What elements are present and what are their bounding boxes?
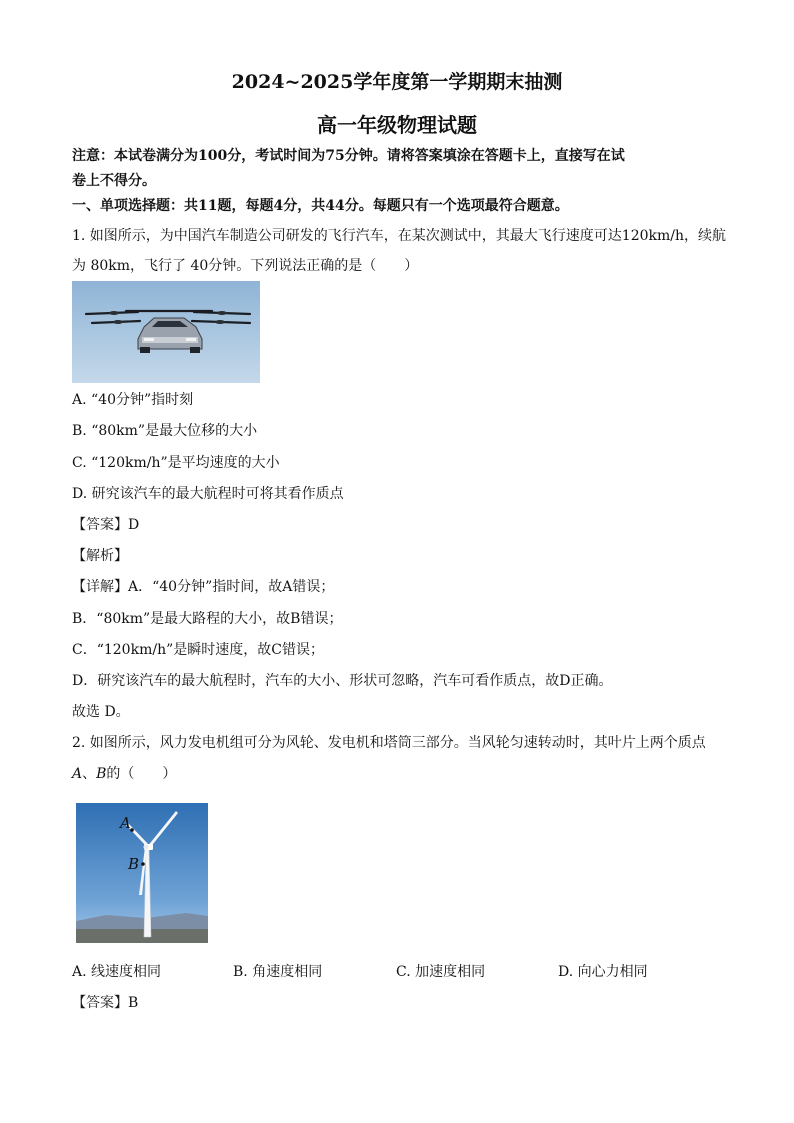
q1-option-d: D. 研究该汽车的最大航程时可将其看作质点 <box>72 486 344 502</box>
q1-option-c: C. “120km/h”是平均速度的大小 <box>72 455 280 471</box>
turbine-label-a: A <box>120 814 131 832</box>
flying-car-photo <box>72 281 260 383</box>
q1-detail-a <box>72 577 334 597</box>
answer-value: D <box>128 517 140 533</box>
section-heading: 一、单项选择题：共11题，每题4分，共44分。每题只有一个选项最符合题意。 <box>72 198 569 214</box>
wind-turbine-photo <box>76 803 208 943</box>
q1-detail-d: D．研究该汽车的最大航程时，汽车的大小、形状可忽略，汽车可看作质点，故D正确。 <box>72 673 613 689</box>
q2-option-b: B. 角速度相同 <box>233 964 323 980</box>
detail-tag: 【详解】 <box>72 579 128 595</box>
exam-title: 2024~2025学年度第一学期期末抽测 <box>231 71 563 93</box>
q1-conclusion: 故选 D。 <box>72 704 130 720</box>
detail-a-text: A．“40分钟”指时间，故A错误； <box>128 579 335 595</box>
q1-stem-line-1: 1. 如图所示，为中国汽车制造公司研发的飞行汽车，在某次测试中，其最大飞行速度可达120km/h，续航 <box>72 228 727 244</box>
q1-detail-b: B．“80km”是最大路程的大小，故B错误； <box>72 611 343 627</box>
q1-option-b: B. “80km”是最大位移的大小 <box>72 423 258 439</box>
q2-stem-line-2 <box>72 764 176 784</box>
point-b-label: B <box>96 766 107 782</box>
notice-line-2: 卷上不得分。 <box>72 173 156 189</box>
exam-subtitle: 高一年级物理试题 <box>317 113 477 137</box>
turbine-label-b: B <box>128 855 140 873</box>
q2-option-c: C. 加速度相同 <box>396 964 486 980</box>
point-a-label: A <box>72 766 83 782</box>
q1-answer <box>72 515 139 535</box>
q1-detail-c: C．“120km/h”是瞬时速度，故C错误； <box>72 642 324 658</box>
q1-analysis-tag: 【解析】 <box>72 548 128 564</box>
stem-rest: 的（ ） <box>106 766 177 782</box>
q2-option-a: A. 线速度相同 <box>72 964 162 980</box>
q2-answer <box>72 993 138 1013</box>
answer-tag: 【答案】 <box>72 517 128 533</box>
separator: 、 <box>82 766 97 782</box>
answer-tag: 【答案】 <box>72 995 128 1011</box>
answer-value: B <box>128 995 139 1011</box>
notice-line-1: 注意：本试卷满分为100分，考试时间为75分钟。请将答案填涂在答题卡上，直接写在试 <box>72 148 625 164</box>
q1-option-a: A. “40分钟”指时刻 <box>72 392 194 408</box>
q2-stem-line-1: 2. 如图所示，风力发电机组可分为风轮、发电机和塔筒三部分。当风轮匀速转动时，其叶片上两个质点 <box>72 735 706 751</box>
q1-stem-line-2: 为 80km，飞行了 40分钟。下列说法正确的是（ ） <box>72 258 419 274</box>
q2-option-d: D. 向心力相同 <box>558 964 648 980</box>
